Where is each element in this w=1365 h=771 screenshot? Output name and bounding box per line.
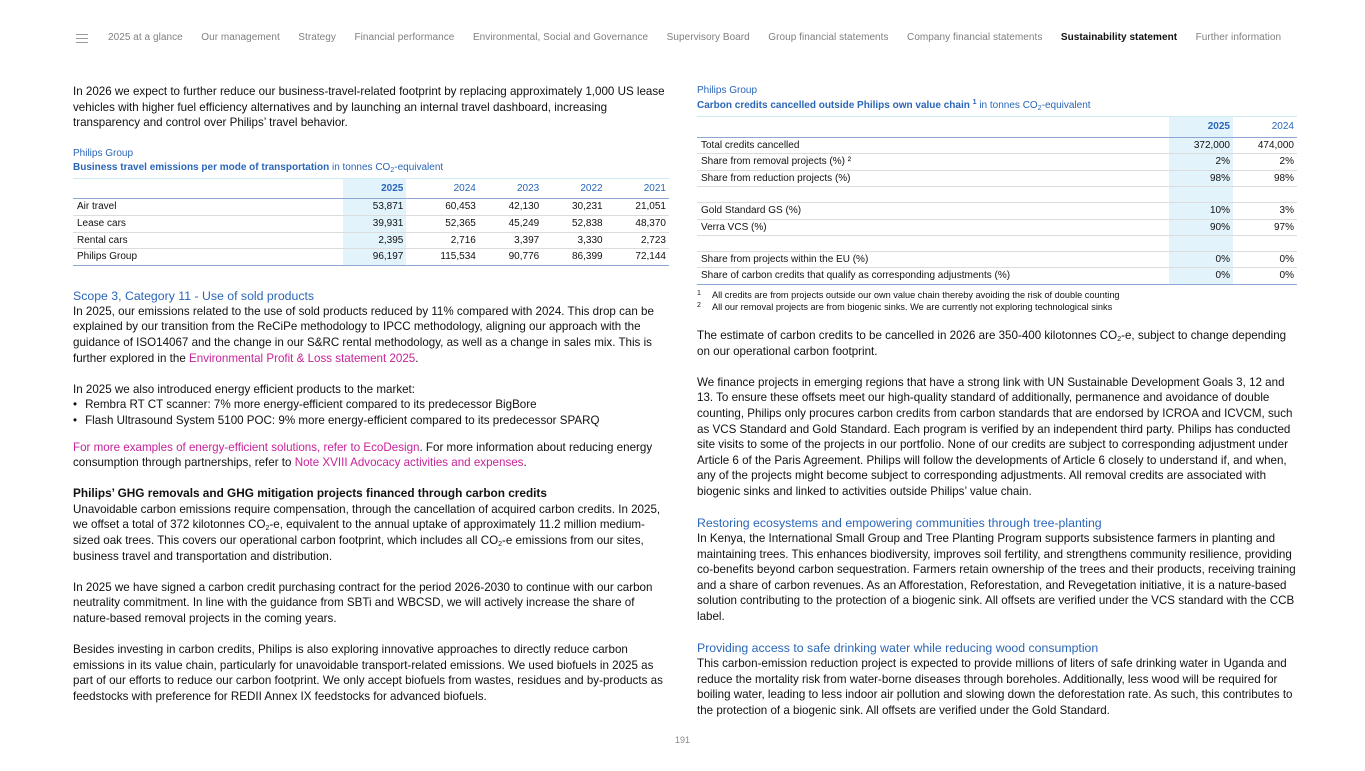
carbon-credits-table xyxy=(697,116,1297,285)
scope3-heading: Scope 3, Category 11 - Use of sold products xyxy=(73,288,315,303)
cell: 3% xyxy=(1233,202,1297,219)
estimate-paragraph: The estimate of carbon credits to be cancelled in 2026 are 350-400 kilotonnes $CO_2-e$, subject to change depending on our operational carbon footprint. xyxy=(697,328,1287,358)
table-spacer-row xyxy=(697,187,1297,203)
travel-table-title-line xyxy=(73,161,669,176)
nav-item-supervisory-board[interactable]: Supervisory Board xyxy=(666,31,750,43)
nav-item-2025-at-a-glance[interactable]: 2025 at a glance xyxy=(108,31,183,43)
travel-table-caption xyxy=(73,147,669,176)
row-label: Share from projects within the EU (%) xyxy=(697,251,1169,268)
ghg-paragraph-2: In 2025 we have signed a carbon credit purchasing contract for the period 2026-2030 to continue with our carbon neutrality commitment. In line with the guidance from SBTi and WBCSD, we will actively increase the share of nature-based removal projects in the coming years. xyxy=(73,580,653,626)
nav-item-esg[interactable]: Environmental, Social and Governance xyxy=(472,31,649,43)
credits-table-caption xyxy=(697,84,1297,113)
cell: 98% xyxy=(1169,170,1233,187)
scope3-paragraph: In 2025, our emissions related to the use of sold products reduced by 11% compared with 2024. This drop can be explained by our transition from the ReCiPe methodology to IPCC methodology, aligning our approach with the guidance of ISO14067 and the change in our S&RC rental methodology, as well as a change in sales mix. This is further explored in the Environmental Profit & Loss statement 2025. xyxy=(73,304,654,365)
cell: 97% xyxy=(1233,219,1297,236)
table-spacer-row xyxy=(697,236,1297,252)
credits-table-title-line: Carbon credits cancelled outside Philips own value chain $^1$ in tonnes $CO_2$-equivalent xyxy=(697,98,1091,112)
table-row xyxy=(697,251,1297,268)
col-header-2025: 2025 xyxy=(343,178,406,199)
cell: 86,399 xyxy=(542,249,605,266)
ghg-heading: Philips’ GHG removals and GHG mitigation projects financed through carbon credits xyxy=(73,486,547,501)
cell: 372,000 xyxy=(1169,137,1233,154)
energy-products-intro: In 2025 we also introduced energy efficient products to the market: xyxy=(73,382,416,396)
table-row xyxy=(697,170,1297,187)
col-header-2025: 2025 xyxy=(1169,117,1233,138)
cell: 0% xyxy=(1233,251,1297,268)
cell: 2,395 xyxy=(343,232,406,249)
advocacy-note-link[interactable]: Note XVIII Advocacy activities and expenses xyxy=(294,456,524,470)
more-info-paragraph: For more examples of energy-efficient solutions, refer to EcoDesign. For more information about reducing energy consumption through partnerships, refer to Note XVIII Advocacy activities and expenses. xyxy=(73,440,653,470)
cell: 96,197 xyxy=(343,249,406,266)
restoring-heading: Restoring ecosystems and empowering communities through tree-planting xyxy=(697,516,1102,531)
cell: 52,838 xyxy=(542,215,605,232)
row-label: Share of carbon credits that qualify as corresponding adjustments (%) xyxy=(697,268,1169,285)
cell: 10% xyxy=(1169,202,1233,219)
right-column xyxy=(697,84,1297,734)
nav-item-our-management[interactable]: Our management xyxy=(201,31,280,43)
cell: 2,723 xyxy=(606,232,669,249)
cell: 474,000 xyxy=(1233,137,1297,154)
travel-table-unit: in tonnes $CO_2$-equivalent xyxy=(331,162,444,175)
page-number: 191 xyxy=(674,735,691,745)
table-row xyxy=(73,215,669,232)
table-row xyxy=(73,199,669,216)
cell: 39,931 xyxy=(343,215,406,232)
finance-paragraph: We finance projects in emerging regions that have a strong link with UN Sustainable Development Goals 3, 12 and 13. To ensure these offsets meet our high-quality standard of additionally, permanence and avoidance of double counting, Philips only procures carbon credits from carbon standards that are endorsed by ICROA and ICVCM, such as VCS Standard and Gold Standard. Each program is verified by an independent third party. Philips has conducted site visits to some of the projects in our portfolio. None of our credits are subject to corresponding adjustment under Article 6 of the Paris Agreement. Philips will follow the developments of Article 6 closely to understand if, and when, any of the projects might become subject to corresponding adjustments. All removal credits are associated with biogenic sinks and linked to activities outside Philips’ value chain. xyxy=(697,375,1293,498)
cell: 21,051 xyxy=(606,199,669,216)
cell: 3,397 xyxy=(479,232,542,249)
cell: 2% xyxy=(1169,154,1233,171)
table-row xyxy=(697,268,1297,285)
hamburger-menu-icon[interactable] xyxy=(76,34,88,43)
col-header-2024: 2024 xyxy=(1233,117,1297,138)
top-navigation xyxy=(0,0,1365,74)
cell: 115,534 xyxy=(406,249,478,266)
cell: 52,365 xyxy=(406,215,478,232)
left-column xyxy=(73,84,669,720)
table-row xyxy=(73,232,669,249)
ghg-paragraph-3: Besides investing in carbon credits, Philips is also exploring innovative approaches to directly reduce carbon emissions in its value chain, particularly for unavoidable transport-related emissions. We used biofuels in 2025 as part of our efforts to reduce our carbon footprint. We only accept biofuels from wastes, residues and by-products as feedstocks with preference for REDII Annex IX feedstocks for advanced biofuels. xyxy=(73,643,663,703)
cell: 53,871 xyxy=(343,199,406,216)
table-row xyxy=(697,202,1297,219)
footnote-2: 2 All our removal projects are from biogenic sinks. We are currently not exploring technological sinks xyxy=(697,302,1113,313)
row-label: Air travel xyxy=(73,199,343,216)
row-label: Gold Standard GS (%) xyxy=(697,202,1169,219)
cell: 72,144 xyxy=(606,249,669,266)
credits-table-title: Carbon credits cancelled outside Philips own value chain xyxy=(697,99,970,111)
row-label: Share from removal projects (%) ² xyxy=(697,154,1169,171)
travel-table-title: Business travel emissions per mode of transportation xyxy=(73,162,330,174)
cell: 45,249 xyxy=(479,215,542,232)
water-paragraph: This carbon-emission reduction project is expected to provide millions of liters of safe drinking water in Uganda and reduce the mortality risk from water-borne diseases through boreholes. Additionally, less wood will be required for boiling water, leading to less indoor air pollution and slowing down the deforestation rate. As such, this contributes to the protection of a biogenic sink. All offsets are verified under the Gold Standard. xyxy=(697,657,1293,717)
cell: 90,776 xyxy=(479,249,542,266)
cell: 42,130 xyxy=(479,199,542,216)
row-label: Philips Group xyxy=(73,249,343,266)
cell: 0% xyxy=(1169,268,1233,285)
cell: 60,453 xyxy=(406,199,478,216)
cell: 3,330 xyxy=(542,232,605,249)
energy-products-list xyxy=(73,397,669,428)
water-heading: Providing access to safe drinking water while reducing wood consumption xyxy=(697,641,1099,656)
table-header-label xyxy=(73,178,343,199)
row-label: Lease cars xyxy=(73,215,343,232)
cell: 2% xyxy=(1233,154,1297,171)
table-row xyxy=(697,154,1297,171)
epl-statement-link[interactable]: Environmental Profit & Loss statement 2025 xyxy=(189,351,416,365)
nav-item-company-financial-statements[interactable]: Company financial statements xyxy=(907,31,1043,43)
row-label: Total credits cancelled xyxy=(697,137,1169,154)
table-header-row xyxy=(697,117,1297,138)
table-total-row xyxy=(73,249,669,266)
nav-item-group-financial-statements[interactable]: Group financial statements xyxy=(768,31,889,43)
restoring-paragraph: In Kenya, the International Small Group and Tree Planting Program supports subsistence farmers in planting and maintaining trees. This enhances biodiversity, improves soil fertility, and strengthens community resilience, providing co-benefits beyond carbon sequestration. Farmers retain ownership of the trees and their products, receiving training and a share of carbon revenues. As an Afforestation, Reforestation, and Revegetation initiative, it is a nature-based solution contributing to the protection of a biogenic sink. All offsets are verified under the VCS standard with the CCB label. xyxy=(697,532,1296,624)
table-header-label xyxy=(697,117,1169,138)
credits-table-footnotes xyxy=(697,289,1297,314)
list-item: • Flash Ultrasound System 5100 POC: 9% more energy-efficient compared to its predecessor SPARQ xyxy=(73,413,669,429)
ghg-paragraph-1: Unavoidable carbon emissions require compensation, through the cancellation of acquired carbon credits. In 2025, we offset a total of 372 kilotonnes $CO_2-e$, equivalent to the annual uptake of approximately 11.2 million medium-sized oak trees. This covers our operational carbon footprint, which includes all $CO_2-e$ emissions from our sites, business travel and transportation and distribution. xyxy=(73,502,661,563)
cell: 2,716 xyxy=(406,232,478,249)
col-header-2021: 2021 xyxy=(606,178,669,199)
ecodesign-link[interactable]: For more examples of energy-efficient solutions, refer to EcoDesign xyxy=(73,440,420,454)
col-header-2024: 2024 xyxy=(406,178,478,199)
cell: 30,231 xyxy=(542,199,605,216)
nav-item-strategy[interactable]: Strategy xyxy=(298,31,336,43)
table-header-row xyxy=(73,178,669,199)
table-row xyxy=(697,137,1297,154)
table-row xyxy=(697,219,1297,236)
nav-item-financial-performance[interactable]: Financial performance xyxy=(354,31,455,43)
cell: 48,370 xyxy=(606,215,669,232)
nav-item-sustainability-statement[interactable]: Sustainability statement xyxy=(1060,31,1178,43)
cell: 0% xyxy=(1233,268,1297,285)
travel-table-group: Philips Group xyxy=(73,147,134,159)
travel-emissions-table xyxy=(73,178,669,266)
cell: 90% xyxy=(1169,219,1233,236)
col-header-2022: 2022 xyxy=(542,178,605,199)
row-label: Verra VCS (%) xyxy=(697,219,1169,236)
row-label: Rental cars xyxy=(73,232,343,249)
list-item: • Rembra RT CT scanner: 7% more energy-efficient compared to its predecessor BigBore xyxy=(73,397,669,413)
footnote-1: 1 All credits are from projects outside our own value chain thereby avoiding the risk of double counting xyxy=(697,289,1120,300)
row-label: Share from reduction projects (%) xyxy=(697,170,1169,187)
cell: 98% xyxy=(1233,170,1297,187)
intro-paragraph: In 2026 we expect to further reduce our business-travel-related footprint by replacing approximately 1,000 US lease vehicles with higher fuel efficiency alternatives and by launching an internal travel dashboard, increasing transparency and control over Philips’ travel behavior. xyxy=(73,85,665,130)
cell: 0% xyxy=(1169,251,1233,268)
col-header-2023: 2023 xyxy=(479,178,542,199)
nav-item-further-information[interactable]: Further information xyxy=(1195,31,1282,43)
credits-table-unit: in tonnes $CO_2$-equivalent xyxy=(979,99,1091,112)
credits-table-group: Philips Group xyxy=(697,85,758,96)
